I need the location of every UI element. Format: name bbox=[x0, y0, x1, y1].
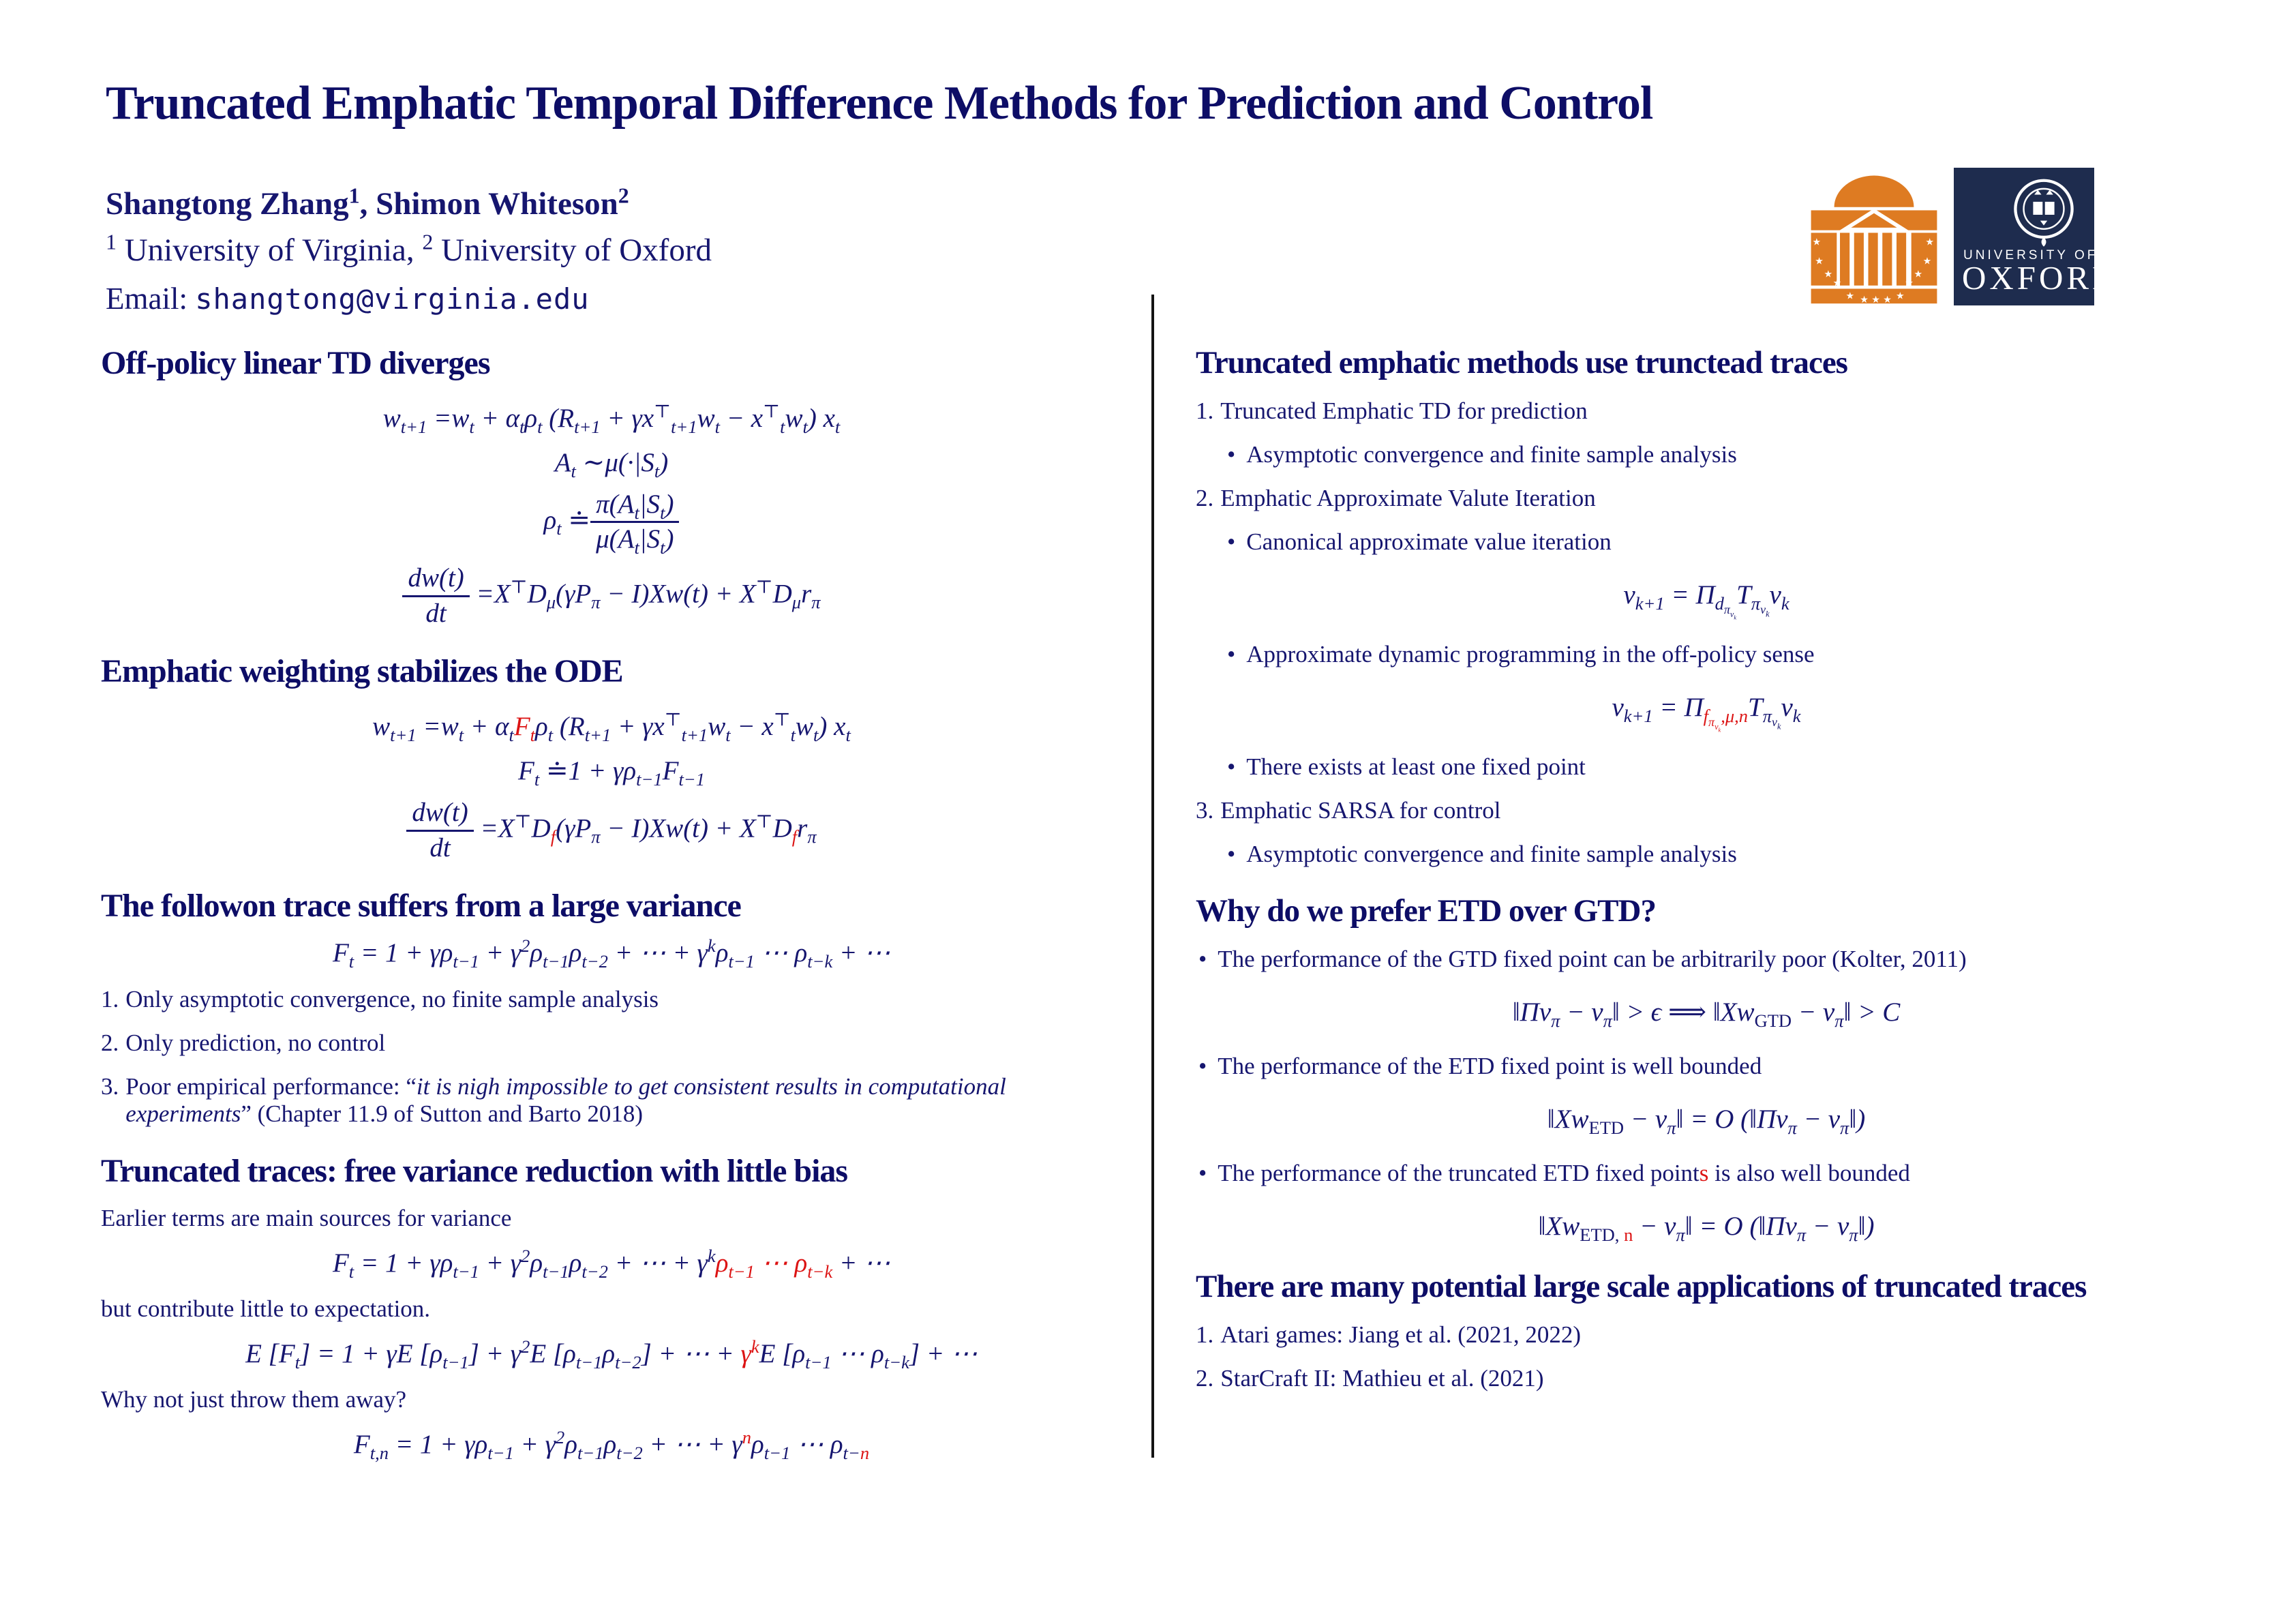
section-heading: Truncated emphatic methods use trunctead traces bbox=[1196, 345, 1847, 380]
section-heading: Off-policy linear TD diverges bbox=[101, 345, 490, 381]
item-text: Only asymptotic convergence, no finite sample analysis bbox=[125, 986, 659, 1013]
section-followon-variance bbox=[101, 887, 1122, 1128]
list-item bbox=[101, 1030, 1122, 1057]
section-heading: Why do we prefer ETD over GTD? bbox=[1196, 893, 1656, 929]
email-label: Email: bbox=[106, 282, 187, 316]
item-number: 2. bbox=[1196, 1364, 1214, 1392]
svg-text:★: ★ bbox=[1824, 269, 1833, 280]
paragraph: Why not just throw them away? bbox=[101, 1385, 407, 1413]
svg-text:★: ★ bbox=[1871, 295, 1880, 305]
list-item bbox=[1196, 1365, 2217, 1392]
list-item bbox=[101, 986, 1122, 1013]
bullet-icon: • bbox=[1227, 441, 1236, 468]
equation: E $[F_t] = 1 + \gamma E$ $[\rho_{t-1}] + \gamma^2E$ $[\rho_{t-1}\rho_{t-2}]$ + ⋯ + $\gamma^kE$ [$\rho_{t-1}$ ⋯ $\rho_{t-k}$] + ⋯ bbox=[245, 1336, 978, 1372]
bullet-text: Asymptotic convergence and finite sample analysis bbox=[1246, 441, 1737, 468]
svg-text:★: ★ bbox=[1883, 295, 1892, 305]
equation: $F_t = 1 + \gamma\rho_{t-1} + \gamma^2\rho_{t-1}\rho_{t-2}$ + ⋯ + $\gamma^k\rho_{t-1}$ ⋯ $\rho_{t-k}$ + ⋯ bbox=[332, 935, 891, 972]
bullet-text: The performance of the GTD fixed point can be arbitrarily poor (Kolter, 2011) bbox=[1218, 946, 1967, 973]
svg-text:★: ★ bbox=[1860, 295, 1869, 305]
section-heading: The followon trace suffers from a large variance bbox=[101, 887, 741, 924]
section-truncated-emphatic-methods bbox=[1196, 344, 2217, 868]
authors: Shangtong Zhang$^1$, Shimon Whiteson$^2$ bbox=[106, 183, 629, 222]
oxford-logo-line1: UNIVERSITY OF bbox=[1963, 248, 2098, 262]
equation: $A_t$ $\sim\mu(\cdot|S_t)$ bbox=[554, 447, 669, 481]
item-text: Emphatic SARSA for control bbox=[1220, 797, 1501, 824]
affiliations: $^1$ University of Virginia, $^2$ University of Oxford bbox=[106, 230, 712, 268]
bullet-item bbox=[1227, 641, 2217, 668]
section-etd-vs-gtd bbox=[1196, 892, 2217, 1243]
equation: $w_{t+1} =w_t + \alpha_t\rho_t$ $(R_{t+1} + \gamma x^⊤_{t+1}w_t - x^⊤_tw_t)$ $x_t$ bbox=[382, 401, 841, 437]
item-text: Only prediction, no control bbox=[125, 1030, 386, 1057]
equation: $F_t = 1 + \gamma\rho_{t-1} + \gamma^2\rho_{t-1}\rho_{t-2}$ + ⋯ + $\gamma^k\rho_{t-1}$ ⋯ $\rho_{t-k}$ + ⋯ bbox=[332, 1246, 891, 1282]
item-number: 1. bbox=[1196, 1321, 1214, 1348]
equation: $v_{k+1} = \Pi_{d_{\pi_{v_k}}}T_{\pi_{v_k}}v_k$ bbox=[1623, 580, 1789, 621]
item-text: Truncated Emphatic TD for prediction bbox=[1220, 397, 1588, 424]
item-text: Poor empirical performance: “it is nigh impossible to get consistent results in computational experiments” (Chapter 11.9 of Sutton and Barto 2018) bbox=[125, 1073, 1006, 1128]
section-emphatic-weighting bbox=[101, 652, 1122, 862]
uva-pediment-band bbox=[1811, 210, 1937, 230]
section-offpolicy-td-diverges bbox=[101, 344, 1122, 628]
list-item bbox=[1196, 797, 2217, 824]
item-text: Emphatic Approximate Valute Iteration bbox=[1220, 485, 1596, 511]
equation: $\rho_t$ ≐ $\frac{\pi(A_t|S_t)}{\mu(A_t|S_t)}$ bbox=[101, 491, 1122, 554]
list-item bbox=[1196, 397, 2217, 425]
equation: $‖Xw_{ETD, n}$ − $v_\pi‖ = O$ ($‖\Pi v_\pi$ − $v_\pi‖$) bbox=[1538, 1211, 1875, 1245]
paragraph: but contribute little to expectation. bbox=[101, 1295, 431, 1323]
bullet-icon: • bbox=[1227, 641, 1236, 668]
bullet-item bbox=[1227, 753, 2217, 781]
item-number: 2. bbox=[101, 1030, 119, 1057]
bullet-item bbox=[1198, 946, 2217, 973]
item-text: Atari games: Jiang et al. (2021, 2022) bbox=[1220, 1321, 1582, 1348]
section-large-scale-applications bbox=[1196, 1268, 2217, 1392]
right-column bbox=[1196, 344, 2217, 1417]
equation: $‖Xw_{ETD}$ − $v_\pi‖ = O$ ($‖\Pi v_\pi$ − $v_\pi‖$) bbox=[1547, 1105, 1866, 1138]
item-number: 3. bbox=[1196, 797, 1214, 824]
equation: $F_{t,n} = 1 + \gamma\rho_{t-1} + \gamma^2\rho_{t-1}\rho_{t-2}$ + ⋯ + $\gamma^n\rho_{t-1}$ ⋯ $\rho_{t-n}$ bbox=[353, 1426, 870, 1463]
item-number: 1. bbox=[101, 986, 119, 1013]
svg-text:★: ★ bbox=[1812, 237, 1822, 248]
equation: $\frac{dw(t)}{dt}$ $=X^⊤D_f(\gamma P_\pi - I)Xw(t) + X^⊤D_fr_\pi$ bbox=[101, 799, 1122, 862]
equation: $F_t$ ≐1 + $\gamma\rho_{t-1}F_{t-1}$ bbox=[518, 756, 705, 790]
oxford-logo bbox=[1954, 168, 2120, 305]
bullet-icon: • bbox=[1227, 753, 1236, 781]
bullet-icon: • bbox=[1227, 841, 1236, 868]
list-item bbox=[1196, 1321, 2217, 1349]
email-line bbox=[106, 281, 590, 316]
bullet-item bbox=[1227, 841, 2217, 868]
bullet-text: There exists at least one fixed point bbox=[1246, 753, 1586, 781]
left-column bbox=[101, 344, 1122, 1486]
bullet-icon: • bbox=[1198, 1053, 1207, 1080]
bullet-text: The performance of the truncated ETD fixed points is also well bounded bbox=[1218, 1159, 1910, 1186]
list-item bbox=[101, 1073, 1122, 1128]
item-number: 2. bbox=[1196, 485, 1214, 511]
section-heading: There are many potential large scale applications of truncated traces bbox=[1196, 1268, 2087, 1304]
bullet-item bbox=[1227, 441, 2217, 468]
bullet-item bbox=[1227, 528, 2217, 556]
bullet-icon: • bbox=[1198, 946, 1207, 973]
item-number: 3. bbox=[101, 1073, 119, 1100]
oxford-logo-line2: OXFORD bbox=[1962, 259, 2120, 297]
svg-text:★: ★ bbox=[1922, 256, 1932, 267]
list-item bbox=[1196, 485, 2217, 512]
svg-text:★: ★ bbox=[1815, 256, 1824, 267]
svg-text:★: ★ bbox=[1845, 290, 1855, 302]
bullet-item bbox=[1198, 1160, 2217, 1187]
page-title: Truncated Emphatic Temporal Difference Methods for Prediction and Control bbox=[106, 77, 1653, 130]
svg-text:★: ★ bbox=[1905, 277, 1914, 289]
bullet-text: The performance of the ETD fixed point is well bounded bbox=[1218, 1053, 1762, 1080]
bullet-icon: • bbox=[1198, 1159, 1207, 1186]
bullet-icon: • bbox=[1227, 528, 1236, 555]
oxford-crest-icon bbox=[2008, 175, 2079, 255]
equation: $v_{k+1} = \Pi_{f_{\pi_{v_k}},\mu,n}T_{\pi_{v_k}}v_k$ bbox=[1612, 693, 1801, 734]
section-truncated-traces bbox=[101, 1152, 1122, 1461]
section-heading: Truncated traces: free variance reduction with little bias bbox=[101, 1153, 848, 1190]
bullet-text: Canonical approximate value iteration bbox=[1246, 528, 1612, 555]
svg-text:★: ★ bbox=[1832, 277, 1842, 289]
equation: $\frac{dw(t)}{dt}$ $=X^⊤D_\mu(\gamma P_\pi - I)Xw(t) + X^⊤D_\mu r_\pi$ bbox=[101, 565, 1122, 628]
equation: $‖\Pi v_\pi$ − $v_\pi‖ > \epsilon$ ⟹ $‖Xw_{GTD}$ − $v_\pi‖ > C$ bbox=[1512, 997, 1901, 1032]
svg-text:★: ★ bbox=[1896, 290, 1905, 302]
uva-dome bbox=[1834, 176, 1914, 207]
email-address: shangtong@virginia.edu bbox=[195, 282, 590, 316]
svg-text:★: ★ bbox=[1914, 269, 1923, 280]
section-heading: Emphatic weighting stabilizes the ODE bbox=[101, 653, 623, 690]
bullet-text: Asymptotic convergence and finite sample analysis bbox=[1246, 841, 1737, 868]
uva-rotunda-logo bbox=[1802, 170, 1946, 305]
paragraph: Earlier terms are main sources for variance bbox=[101, 1205, 512, 1232]
item-number: 1. bbox=[1196, 397, 1214, 424]
item-text: StarCraft II: Mathieu et al. (2021) bbox=[1220, 1364, 1544, 1392]
bullet-item bbox=[1198, 1053, 2217, 1080]
bullet-text: Approximate dynamic programming in the off-policy sense bbox=[1246, 641, 1815, 668]
svg-text:★: ★ bbox=[1925, 237, 1935, 248]
column-divider bbox=[1151, 295, 1154, 1458]
equation: $w_{t+1} =w_t + \alpha_tF_t\rho_t$ $(R_{t+1} + \gamma x^⊤_{t+1}w_t - x^⊤_tw_t)$ $x_t$ bbox=[372, 709, 851, 746]
